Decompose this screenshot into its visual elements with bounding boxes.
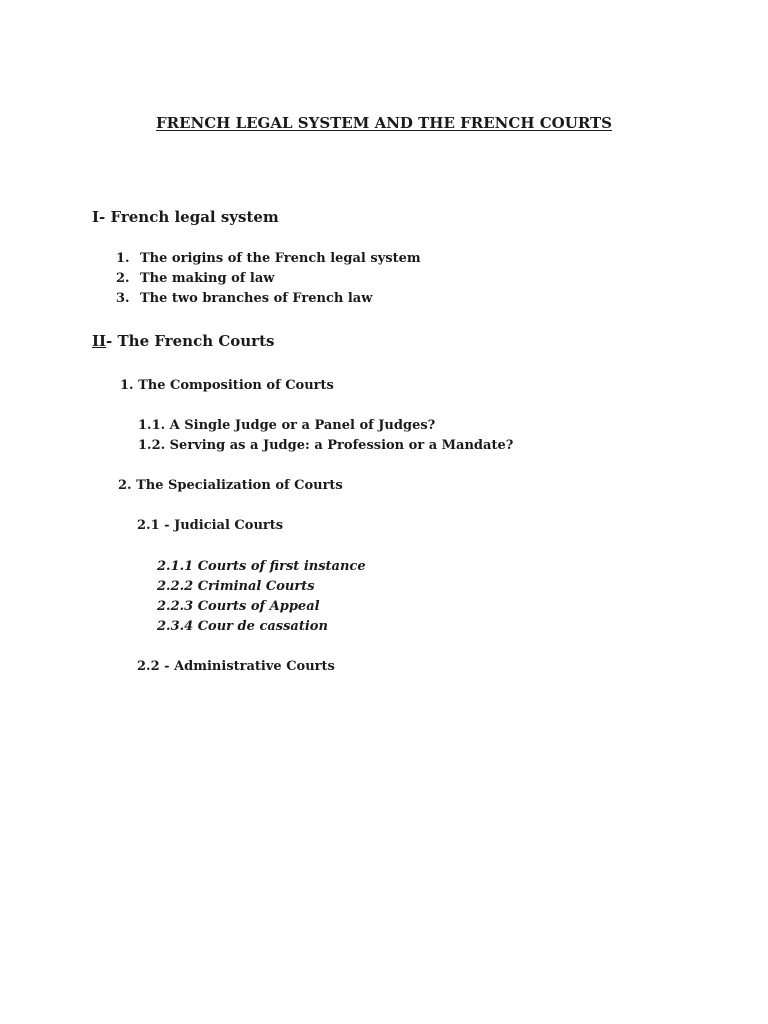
judicial-courts-heading: 2.1 - Judicial Courts xyxy=(137,518,284,533)
list-item: 2.2.2 Criminal Courts xyxy=(157,579,315,594)
list-item-text: The making of law xyxy=(140,271,275,286)
document-title: FRENCH LEGAL SYSTEM AND THE FRENCH COURTS xyxy=(155,114,613,132)
specialization-heading: 2. The Specialization of Courts xyxy=(118,478,343,493)
composition-heading: 1. The Composition of Courts xyxy=(120,378,334,393)
list-item-number: 1. xyxy=(116,251,130,266)
list-item xyxy=(116,291,372,307)
list-item: 2.2.3 Courts of Appeal xyxy=(157,599,320,614)
administrative-courts-heading: 2.2 - Administrative Courts xyxy=(137,659,335,674)
list-item: 1.1. A Single Judge or a Panel of Judges? xyxy=(138,418,436,433)
section-2-heading-prefix: II xyxy=(92,332,107,350)
list-item-text: The origins of the French legal system xyxy=(140,251,421,266)
list-item-number: 2. xyxy=(116,271,130,286)
list-item: 2.1.1 Courts of first instance xyxy=(157,559,366,574)
list-item xyxy=(116,251,421,267)
list-item: 1.2. Serving as a Judge: a Profession or a Mandate? xyxy=(138,438,514,453)
list-item: 2.3.4 Cour de cassation xyxy=(157,619,328,634)
section-1-heading: I- French legal system xyxy=(92,208,279,226)
list-item-number: 3. xyxy=(116,291,130,306)
list-item-text: The two branches of French law xyxy=(140,291,373,306)
section-2-heading-text: - The French Courts xyxy=(106,332,275,350)
list-item xyxy=(116,271,274,287)
section-2-heading xyxy=(92,332,274,350)
